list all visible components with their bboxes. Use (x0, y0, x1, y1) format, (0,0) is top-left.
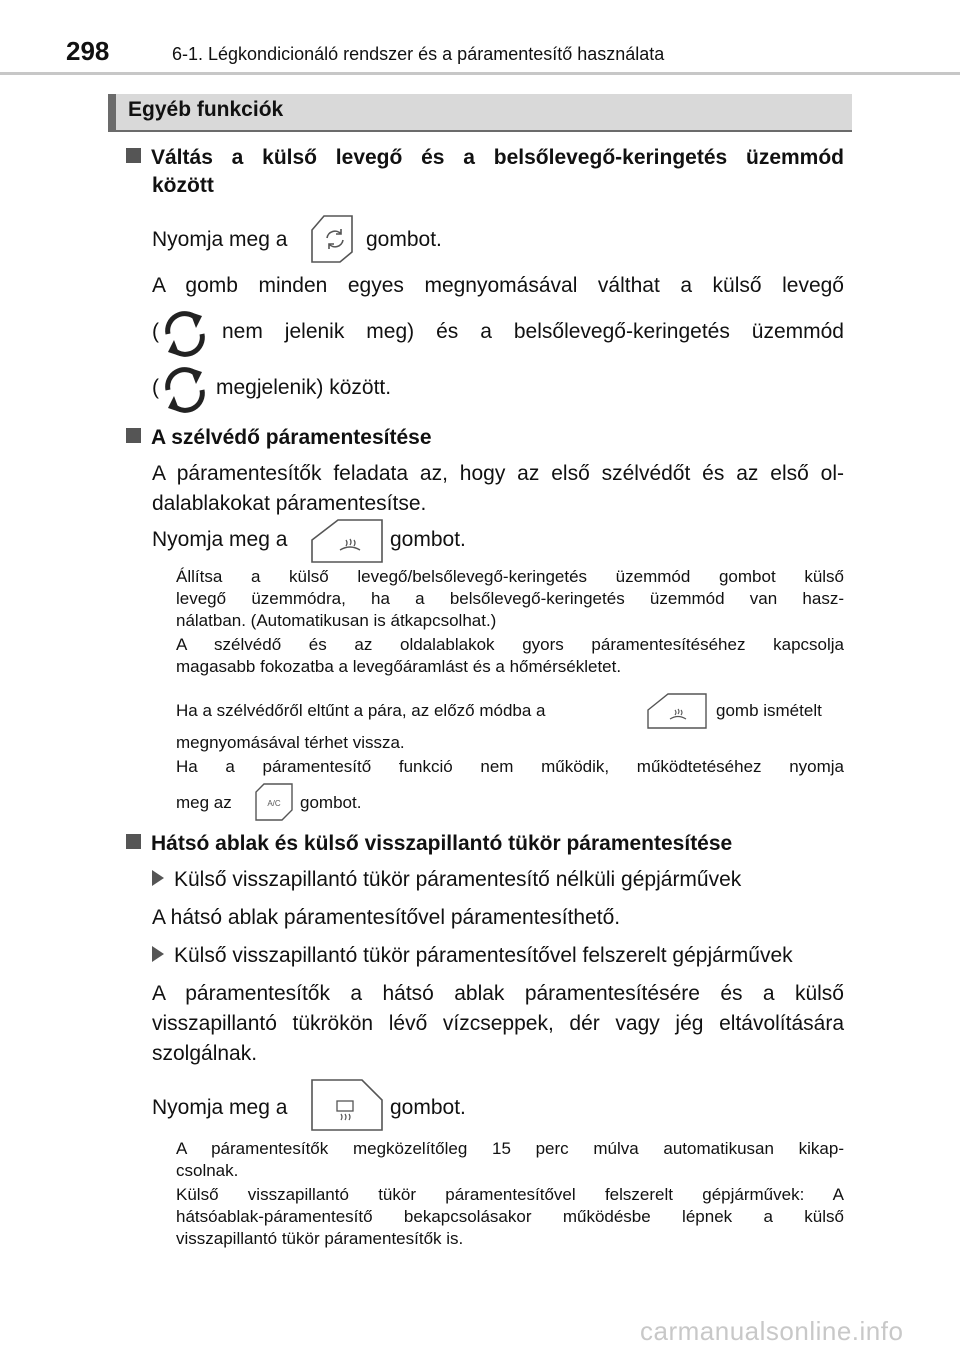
front-defroster-button-small-icon (646, 692, 708, 730)
windshield-note-line4: A szélvédő és az oldalablakok gyors páramentesítéséhez kapcsolja (176, 635, 844, 654)
recirc-heading: Váltás a külső levegő és a belsőlevegő-keringetés üzemmód (126, 142, 844, 174)
rear-heading: Hátsó ablak és külső visszapillantó tükör páramentesítése (126, 828, 732, 860)
rear-note-line4: hátsóablak-páramentesítő bekapcsolásakor működésbe lépnek a külső (176, 1207, 844, 1226)
rear-press-text-b: gombot. (390, 1096, 466, 1119)
rear-sub2-line3: szolgálnak. (152, 1042, 258, 1065)
windshield-note2-line2: megnyomásával térhet vissza. (176, 733, 405, 752)
page-number: 298 (66, 36, 110, 66)
rear-note-line1: A páramentesítők megközelítőleg 15 perc múlva automatikusan kikap- (176, 1139, 844, 1158)
windshield-note3-a: meg az (176, 793, 232, 812)
recirc-press-text-b: gombot. (366, 228, 442, 251)
front-defroster-button-icon (310, 518, 384, 564)
bullet-triangle-icon (152, 870, 164, 886)
watermark: carmanualsonline.info (640, 1316, 904, 1346)
recirc-indicator-on-icon (160, 364, 210, 414)
ac-label: A/C (267, 799, 281, 808)
rear-note-line5: visszapillantó tükör páramentesítők is. (176, 1229, 464, 1248)
recirc-desc-line1: A gomb minden egyes megnyomásával válthat a külső levegő (152, 274, 844, 297)
windshield-desc-line2: dalablakokat páramentesítse. (152, 492, 427, 515)
recirc-desc-line2: nem jelenik meg) és a belsőlevegő-keringetés üzemmód (222, 320, 844, 343)
windshield-note-line3: nálatban. (Automatikusan is átkapcsolhat.) (176, 611, 497, 630)
rear-note-line3: Külső visszapillantó tükör páramentesítővel felszerelt gépjárművek: A (176, 1185, 844, 1204)
windshield-note2-a: Ha a szélvédőről eltűnt a pára, az előző módba a (176, 701, 546, 720)
windshield-desc-line1: A páramentesítők feladata az, hogy az első szélvédőt és az első ol- (152, 462, 844, 485)
bullet-triangle-icon (152, 946, 164, 962)
windshield-note-line5: magasabb fokozatba a levegőáramlást és a hőmérsékletet. (176, 657, 622, 676)
rear-sub1: Külső visszapillantó tükör páramentesítő nélküli gépjárművek (152, 864, 741, 896)
rear-sub2: Külső visszapillantó tükör páramentesítővel felszerelt gépjárművek (152, 940, 793, 972)
section-divider (108, 130, 852, 132)
recirculation-button-icon (310, 214, 360, 264)
bullet-square-icon (126, 428, 141, 443)
ac-button-icon (254, 782, 294, 822)
rear-note-line2: csolnak. (176, 1161, 239, 1180)
section-title: Egyéb funkciók (108, 94, 852, 130)
rear-sub2-line2: visszapillantó tükrökön lévő vízcseppek, dér vagy jég eltávolítására (152, 1012, 844, 1035)
windshield-press-text-b: gombot. (390, 528, 466, 551)
rear-sub2-line1: A páramentesítők a hátsó ablak páramentesítésére és a külső (152, 982, 844, 1005)
recirc-desc-line3: megjelenik) között. (216, 376, 392, 399)
windshield-note-line2: levegő üzemmódra, ha a belsőlevegő-keringetés üzemmód van hasz- (176, 589, 844, 608)
recirc-indicator-off-icon (160, 308, 210, 358)
recirc-press-text-a: Nyomja meg a (152, 228, 288, 251)
rear-sub1-desc: A hátsó ablak páramentesítővel páramentesíthető. (152, 906, 621, 929)
windshield-note2-b: gomb ismételt (716, 701, 822, 720)
bullet-square-icon (126, 148, 141, 163)
windshield-note3-b: gombot. (300, 793, 362, 812)
recirc-heading-cont: között (152, 174, 214, 197)
chapter-title: 6-1. Légkondicionáló rendszer és a páramentesítő használata (172, 44, 665, 64)
header-divider (0, 72, 960, 75)
windshield-heading: A szélvédő páramentesítése (126, 422, 432, 454)
recirc-desc-open-paren-2: ( (152, 376, 159, 399)
windshield-press-text-a: Nyomja meg a (152, 528, 288, 551)
windshield-note-line1: Állítsa a külső levegő/belsőlevegő-keringetés üzemmód gombot külső (176, 567, 844, 586)
recirc-desc-open-paren: ( (152, 320, 159, 343)
rear-defroster-button-icon (310, 1078, 384, 1132)
rear-press-text-a: Nyomja meg a (152, 1096, 288, 1119)
windshield-note3-line1: Ha a páramentesítő funkció nem működik, működtetéséhez nyomja (176, 757, 844, 776)
bullet-square-icon (126, 834, 141, 849)
